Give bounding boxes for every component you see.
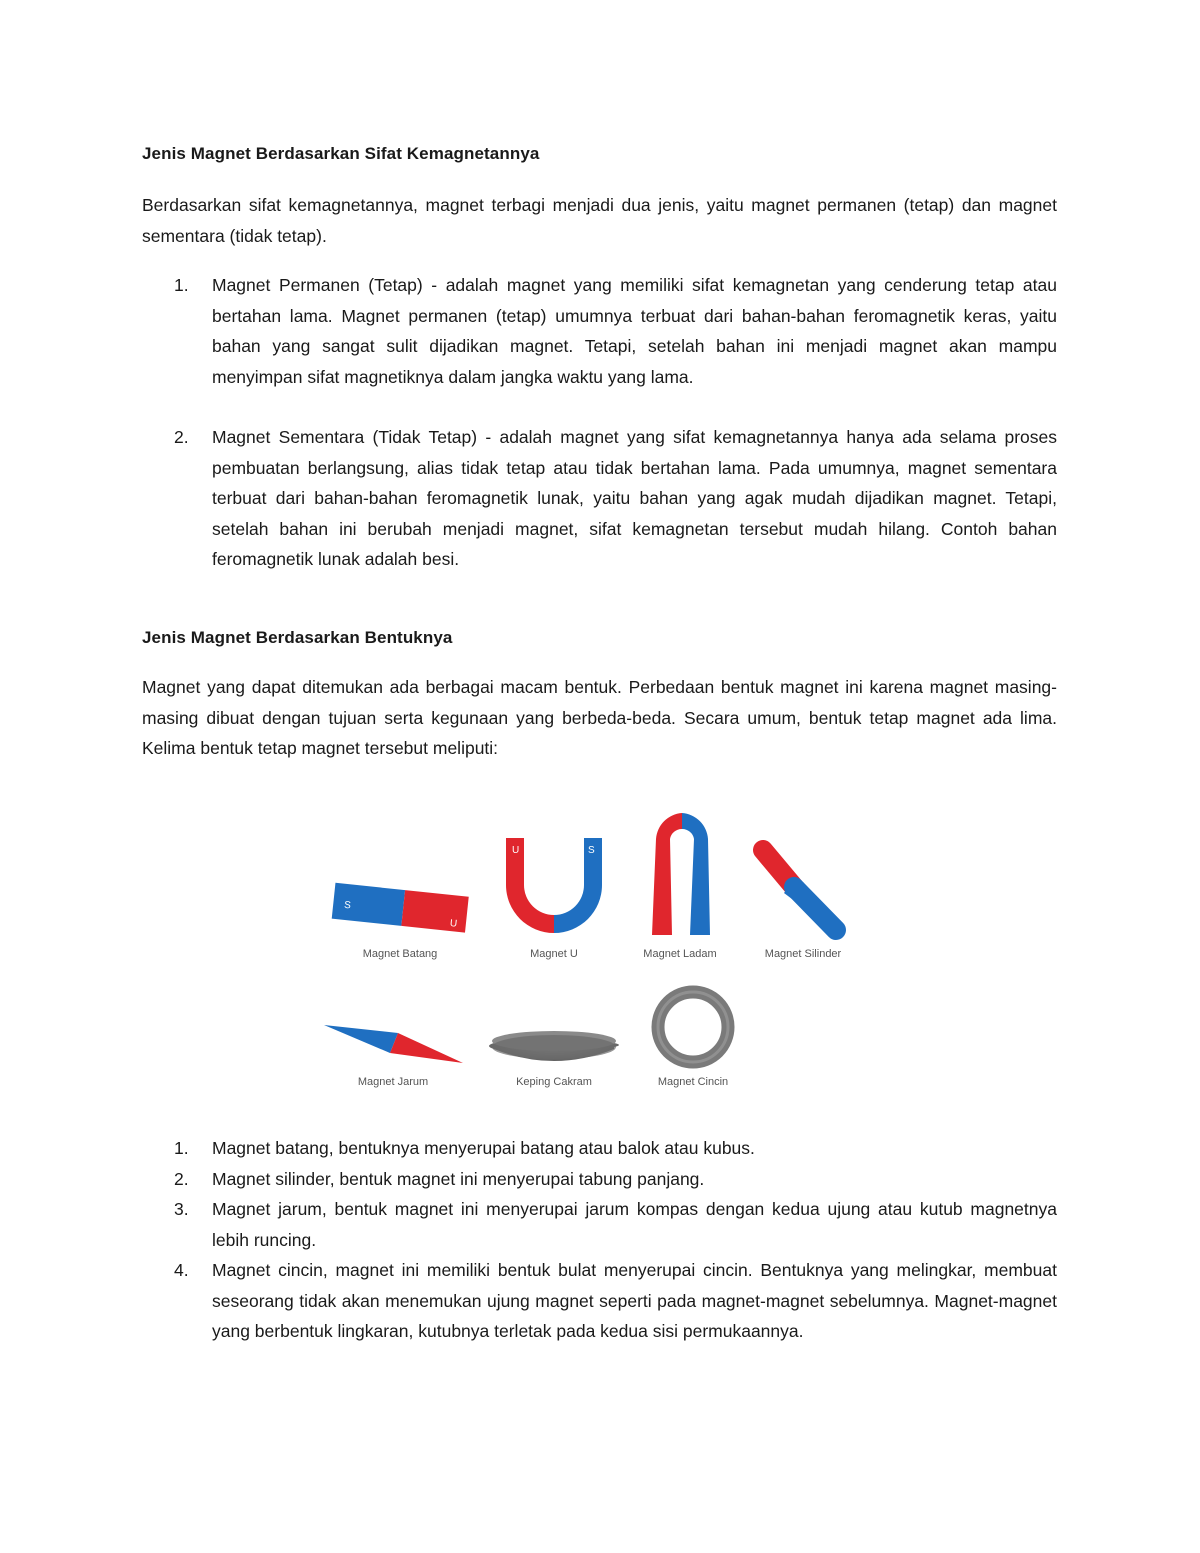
list-item bbox=[142, 1255, 1057, 1347]
caption-magnet-u: Magnet U bbox=[530, 948, 578, 960]
magnet-shapes-illustration bbox=[318, 805, 858, 1095]
list-number: 3. bbox=[174, 1199, 189, 1219]
caption-magnet-silinder: Magnet Silinder bbox=[764, 948, 842, 960]
list-number: 2. bbox=[174, 427, 189, 447]
list-number: 2. bbox=[174, 1168, 189, 1189]
caption-keping-cakram: Keping Cakram bbox=[516, 1076, 592, 1088]
cylinder-magnet bbox=[763, 850, 836, 930]
list-item bbox=[142, 1194, 1057, 1255]
list-text: Magnet Permanen (Tetap) - adalah magnet yang memiliki sifat kemagnetan yang cenderung tetap atau bertahan lama. Magnet permanen (tetap) umumnya terbuat dari bahan-bahan feromagnetik keras, yaitu bahan yang sangat sulit dijadikan magnet. Tetapi, setelah bahan ini menjadi magnet akan mampu menyimpan sifat magnetiknya dalam jangka waktu yang lama. bbox=[212, 275, 1057, 387]
ring-magnet bbox=[658, 992, 728, 1062]
list-number: 1. bbox=[174, 275, 189, 295]
list-item bbox=[142, 1133, 1057, 1164]
list-item bbox=[142, 422, 1057, 575]
disc-magnet bbox=[489, 1031, 619, 1061]
list-jenis-sifat bbox=[142, 270, 1057, 605]
pole-label-south: S bbox=[588, 845, 595, 856]
pole-label-north: U bbox=[512, 845, 520, 856]
section-heading-bentuk: Jenis Magnet Berdasarkan Bentuknya bbox=[142, 628, 453, 647]
caption-magnet-batang: Magnet Batang bbox=[362, 948, 438, 960]
pole-label-north: U bbox=[449, 918, 458, 930]
caption-magnet-ladam: Magnet Ladam bbox=[643, 948, 717, 960]
list-text: Magnet batang, bentuknya menyerupai batang atau balok atau kubus. bbox=[212, 1138, 755, 1158]
bar-magnet bbox=[332, 883, 469, 933]
horseshoe-magnet bbox=[652, 813, 710, 935]
list-jenis-bentuk bbox=[142, 1133, 1057, 1347]
section-heading-sifat: Jenis Magnet Berdasarkan Sifat Kemagnetannya bbox=[142, 144, 540, 163]
paragraph-sifat-intro: Berdasarkan sifat kemagnetannya, magnet terbagi menjadi dua jenis, yaitu magnet permanen (tetap) dan magnet sementara (tidak tetap). bbox=[142, 195, 1057, 246]
caption-magnet-jarum: Magnet Jarum bbox=[357, 1076, 429, 1088]
list-number: 1. bbox=[174, 1138, 189, 1158]
list-text: Magnet cincin, magnet ini memiliki bentuk bulat menyerupai cincin. Bentuknya yang melingkar, membuat seseorang tidak akan menemukan ujung magnet seperti pada magnet-magnet sebelumnya. Magnet-magnet yang berbentuk lingkaran, kutubnya terletak pada kedua sisi permukaannya. bbox=[212, 1260, 1057, 1341]
needle-magnet bbox=[324, 1025, 463, 1063]
u-magnet bbox=[506, 838, 602, 933]
pole-label-south: S bbox=[343, 899, 352, 912]
list-item bbox=[142, 270, 1057, 392]
paragraph-bentuk-intro: Magnet yang dapat ditemukan ada berbagai macam bentuk. Perbedaan bentuk magnet ini karena magnet masing-masing dibuat dengan tujuan serta kegunaan yang berbeda-beda. Secara umum, bentuk tetap magnet ada lima. Kelima bentuk tetap magnet tersebut meliputi: bbox=[142, 677, 1057, 758]
list-item bbox=[142, 1164, 1057, 1195]
caption-magnet-cincin: Magnet Cincin bbox=[657, 1076, 729, 1088]
list-text: Magnet Sementara (Tidak Tetap) - adalah magnet yang sifat kemagnetannya hanya ada selama proses pembuatan berlangsung, alias tidak tetap atau tidak bertahan lama. Pada umumnya, magnet sementara terbuat dari bahan-bahan feromagnetik lunak, yaitu bahan yang agak mudah dijadikan magnet. Tetapi, setelah bahan ini berubah menjadi magnet, sifat kemagnetan tersebut mudah hilang. Contoh bahan feromagnetik lunak adalah besi. bbox=[212, 427, 1057, 569]
list-text: Magnet jarum, bentuk magnet ini menyerupai jarum kompas dengan kedua ujung atau kutub magnetnya lebih runcing. bbox=[212, 1199, 1057, 1250]
list-text: Magnet silinder, bentuk magnet ini menyerupai tabung panjang. bbox=[212, 1168, 705, 1189]
magnet-shapes-figure bbox=[318, 805, 858, 1095]
list-number: 4. bbox=[174, 1260, 189, 1280]
